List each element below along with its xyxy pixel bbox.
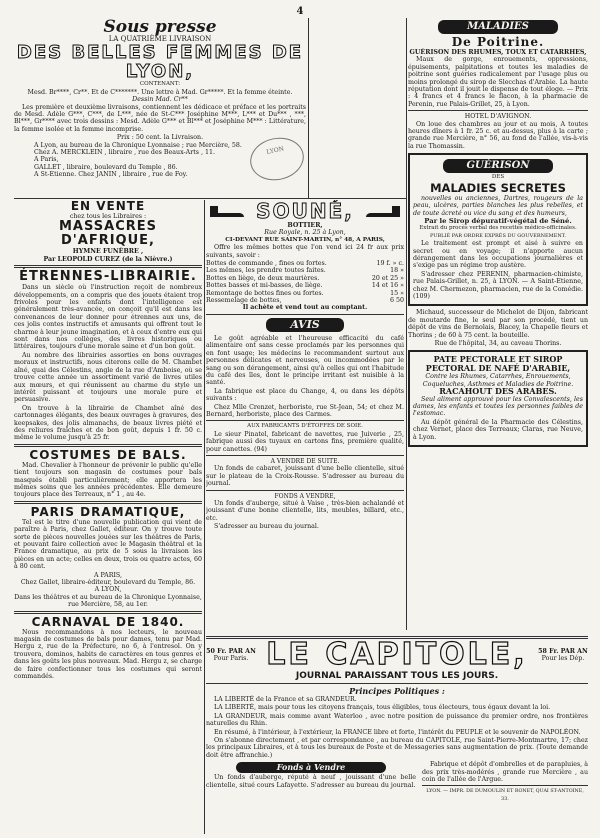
soune-footer: Il achète et vend tout au comptant. bbox=[242, 304, 368, 312]
a-vendre-text: Un fonds de cabaret, jouissant d'une belle clientelle, situé sur le plateau de la Croix-Rousse. S'adresser au bureau du journal. bbox=[206, 465, 404, 488]
price-row bbox=[206, 290, 404, 297]
maladies-text: Maux de gorge, enrouements, oppressions, épuisements, palpitations et toutes les maladies de poitrine sont guéries radicalement par l'usage plus ou moins prolongé du sirop de Slecchas d'Arabie. La haute réputation dont il jouit le dispense de tout éloge. — Prix : 4 francs et 4 francs le flacon, à la pharmacie de Perenin, rue Palais-Grillet, 25, à Lyon. bbox=[408, 56, 588, 108]
fonds-text: Un fonds d'auberge, situé à Vaise , très-bien achalandé et jouissant d'une bonne clientelle, lits, meubles, billard, etc., etc. bbox=[206, 500, 404, 522]
sous-presse-subtitle: LA QUATRIÈME LIVRAISON bbox=[108, 35, 212, 43]
maladies-banner: MALADIES bbox=[438, 20, 558, 34]
avis-p1: Le goût agréable et l'heureuse efficacité du café alimentaire ont sans cesse proclamés par les personnes qui en font usage; les médecins le recommandent surtout aux personnes délicates et nerveuses, ou incommodées par le sang ou son dérangement, ainsi qu'à celles qui ont l'habitude du café des îles, dont le principe irritant est nuisible à la santé. bbox=[206, 334, 404, 387]
prix-line: Prix : 50 cent. la Livraison. bbox=[116, 134, 204, 142]
guerison-banner: GUÉRISON bbox=[443, 159, 553, 173]
fonds-vendre-banner: Fonds à Vendre bbox=[236, 762, 386, 773]
lyon-theatres-line: Dans les théâtres et au bureau de la Chronique Lyonnaise, rue Mercière, 58, au 1er. bbox=[14, 593, 202, 609]
price-label: Ressemelage de bottes, bbox=[206, 297, 282, 305]
capitole-p3: LA GRANDEUR, mais comme avant Waterloo , avec notre position de puissance du premier ordre, nos frontières naturelles du Rhin. bbox=[206, 712, 588, 728]
price-label: Bottes en liège, de deux maurières. bbox=[206, 274, 320, 282]
page-number: 4 bbox=[296, 6, 304, 17]
poitrine-title: De Poitrine. bbox=[451, 35, 545, 49]
avis-p3: Chez Mlle Crenzet, herboriste, rue St-Jean, 54; et chez M. Bernard, herboriste, place des Carmes. bbox=[206, 403, 404, 418]
costumes-title: COSTUMES DE BALS. bbox=[29, 447, 187, 462]
etrennes-p3: On trouve à la librairie de Chambet aîné des cartonnages élégants, des beaux ouvrages à gravures, des keepsakes, des jolis almanachs, de beaux livres piété et des reliures fraîches et de bon goût, depuis 1 fr. 50 c. même le volume jusqu'à 25 fr. bbox=[14, 404, 202, 442]
boot-icon bbox=[364, 204, 404, 218]
en-vente-title: EN VENTE bbox=[70, 200, 146, 213]
capitole-title: LE CAPITOLE, bbox=[266, 637, 528, 672]
pate-text: Seul aliment approuvé pour les Convalescents, les dames, les enfants et toutes les personnes faibles de l'estomac. bbox=[413, 395, 583, 418]
gallet-line: Chez Gallet, libraire-éditeur, boulevard du Temple, 86. bbox=[20, 579, 196, 587]
divider bbox=[206, 490, 404, 491]
sous-presse-title: Sous presse bbox=[103, 18, 217, 37]
paris-label: A Paris, bbox=[34, 156, 59, 164]
capitole-left-sub: Pour Paris. bbox=[213, 655, 249, 662]
principes-title: Principes Politiques : bbox=[349, 686, 445, 696]
divider bbox=[308, 18, 309, 198]
en-vente-sub: chez tous les Libraires : bbox=[69, 213, 147, 220]
pate-box bbox=[408, 350, 588, 447]
middle-column bbox=[206, 200, 404, 632]
a-vendre-title: A VENDRE DE SUITE. bbox=[270, 457, 340, 465]
divider bbox=[14, 611, 202, 614]
boot-icon bbox=[206, 204, 246, 218]
st-etienne-address: A St-Etienne. Chez JANIN , libraire , rue de Foy. bbox=[34, 171, 188, 179]
pate-contre: Contre les Rhumes, Catarrhes, Enrouements, Coqueluches, Asthmes et Maladies de Poitrine. bbox=[422, 373, 574, 388]
left-column bbox=[14, 200, 202, 836]
paris-dramatique-title: PARIS DRAMATIQUE, bbox=[30, 504, 186, 519]
guerison-text2: Le traitement est prompt et aisé à suivre en secret ou en voyage; il n'apporte aucun dérangement dans les occupations journalières et s'exige pas un régime trop austère. bbox=[413, 240, 583, 270]
etrennes-title: ÉTRENNES-LIBRAIRIE. bbox=[19, 269, 197, 285]
pinatel-num: (94) bbox=[254, 445, 267, 453]
capitole-p1: LA LIBERTÉ de la France et sa GRANDEUR. bbox=[214, 696, 357, 703]
carnaval-title: CARNAVAL DE 1840. bbox=[31, 614, 185, 629]
guerison-text3: S'adresser chez PERENIN, pharmacien-chimiste, rue Palais-Grillet, n. 25, à LYON. — A Saint-Etienne, chez M. Chermezon, pharmacien, rue de la Comédie. bbox=[413, 270, 583, 293]
racahout-title: RACAHOUT DES ARABES. bbox=[439, 386, 557, 397]
price-value: 6 50 bbox=[389, 297, 404, 305]
avis-p2: La fabrique est place du Change, 4, ou dans les dépôts suivants : bbox=[206, 387, 404, 403]
fonds-adresser: S'adresser au bureau du journal. bbox=[214, 523, 319, 531]
pate-depot: Au dépôt général de la Pharmacie des Célestins, chez Vernet, place des Terreaux; Claras, rue Neuve, à Lyon. bbox=[413, 418, 583, 441]
price-value: 14 et 16 » bbox=[371, 282, 404, 290]
fonds-title: FONDS A VENDRE, bbox=[274, 492, 336, 500]
capitole-right-price: 58 Fr. PAR AN bbox=[538, 647, 588, 655]
paris-dramatique-text: Tel est le titre d'une nouvelle publication qui vient de paraître à Paris, chez Gallet, éditeur. On y trouve toute sorte de pièces nouvelles jouées sur les théâtres de Paris, et pouvant faire collection avec le Magasin théâtral et la France dramatique, au prix de 5 sous la livraison les pièces en un acte; celles en deux, trois ou quatre actes, 60 à 80 cent. bbox=[14, 518, 202, 571]
price-row bbox=[206, 282, 404, 289]
price-row bbox=[206, 267, 404, 274]
contenant-line: Mesd. Br****, Cr**. Et de C*******. Une lettre à Mad. Gr*****. Et la femme éteinte. bbox=[27, 88, 293, 96]
contenant-label: CONTENANT: bbox=[139, 81, 181, 88]
price-value: 18 » bbox=[390, 267, 404, 275]
michaud-rue: Rue de l'hôpital, 34, au caveau Thorins. bbox=[434, 340, 562, 347]
a-lyon-label: A LYON, bbox=[94, 586, 122, 594]
capitole-right-sub: Pour les Dép. bbox=[541, 655, 585, 662]
hotel-title: HOTEL D'AVIGNON. bbox=[464, 113, 532, 121]
imprimerie-line: LYON. — IMPR. DE DUMOULIN ET RONET, QUAI ST-ANTOINE, 33. bbox=[426, 789, 584, 802]
avis-banner: AVIS bbox=[266, 318, 344, 332]
price-value: 20 et 25 » bbox=[371, 274, 404, 282]
capitole-p2: LA LIBERTÉ, mais pour tous les citoyens français, tous éligibles, tous électeurs, tous égaux devant la loi. bbox=[214, 704, 551, 712]
carnaval-text: Nous recommandons à nos lecteurs, le nouveau magasin de costumes de bals pour dames, tenu par Mad. Hergu z, rue de la Préfecture, no 6, à l'entresol. On y trouvera, dominos, habits de caractères en tous genres et dans les goûts les plus nouveaux. Mad. Hergu z, se charge de faire confectionner tous les costumes qui seront commandés. bbox=[14, 628, 202, 681]
curez-author: Par LEOPOLD CUREZ (de la Nièvre.) bbox=[43, 255, 173, 263]
divider bbox=[204, 200, 205, 834]
divider bbox=[422, 785, 588, 786]
lyon-address: A Lyon, au bureau de la Chronique Lyonnaise ; rue Mercière, 58. bbox=[34, 141, 242, 149]
etrennes-p1: Dans un siècle où l'instruction reçoit de nombreux développements, on a compris que des jouets étaient trop frivoles pour les enfants dont l'intelligence est généralement très-avancée, on conçoit qu'il est dans les convenances de leur donner pour étrennes aux uns, de ces jolis contes instructifs et amusants qui offrent tout le charme à leur jeune imagination, et à ceux d'entre eux qui sont dans nos collèges, des livres historiques ou littéraires, toujours d'une morale saine et d'un bon goût. bbox=[14, 284, 202, 351]
right-column bbox=[408, 18, 588, 630]
guerison-text1: nouvelles ou anciennes, Dartres, rougeurs de la peau, ulcères, parties blanches les plus rebelles, et de toute âcreté ou vice du sang et des humeurs, bbox=[413, 194, 583, 217]
extrait-line: Extrait du procès verbal des recettes médico-officinales. bbox=[419, 225, 577, 232]
bottier-label: BOTTIER, bbox=[287, 222, 323, 229]
paris-address-1: Chez A. MERCKLEIN , libraire , rue des Beaux-Arts , 11. bbox=[34, 149, 215, 157]
capitole-left-price: 50 Fr. PAR AN bbox=[206, 647, 256, 655]
michaud-text: Michaud, successeur de Michelot de Dijon, fabricant de moutarde fine, le seul par son procédé, tient un dépôt de vins de Bernolais, Blacey, la Chapelle fleurs et Thorins ; de 60 à 75 cent. la bouteille. bbox=[408, 309, 588, 339]
massacres-title: MASSACRES D'AFRIQUE, bbox=[59, 219, 157, 249]
price-label: Bottes de commande , fines ou fortes. bbox=[206, 260, 327, 268]
divider bbox=[14, 198, 406, 199]
fabricants-title: AUX FABRICANTS D'ÉTOFFES DE SOIE. bbox=[247, 423, 363, 430]
hymne-title: HYMNE FUNÈBRE , bbox=[72, 248, 144, 256]
price-value: 15 » bbox=[390, 289, 404, 297]
divider bbox=[206, 683, 588, 684]
capitole-p5: On s'abonne directement , et par correspondance , au bureau du CAPITOLE, rue Saint-Pierre-Montmartre, 17; chez les principaux Libraires, et à tous les bureaux de Poste et de Messageries sans augmentation de prix. (Toute demande doit être affranchie.) bbox=[206, 737, 588, 759]
price-list bbox=[206, 260, 404, 304]
postal-stamp: LYON bbox=[246, 133, 308, 185]
pinatel-text: Le sieur Pinatel, fabricant de navettes, rue Juiverie , 25, fabrique aussi des tuyaux en cartons fins, première qualité, pour canettes. bbox=[206, 430, 404, 453]
price-label: Bottes basses et mi-basses, de liège. bbox=[206, 282, 323, 290]
divider bbox=[206, 314, 404, 315]
price-row bbox=[206, 297, 404, 304]
etrennes-p2: Au nombre des librairies assorties en bons ouvrages moraux et instructifs, nous citerons celle de M. Chambet aîné, quai des Célestins, angle de la rue d'Amboise, où se trouve cette année un assortiment varié de livres utiles aux mœurs, et qui réunissent au charme du style un intérêt puissant et toujours une morale pure et persuasive. bbox=[14, 351, 202, 404]
guerison-rhumes: GUÉRISON DES RHUMES, TOUX ET CATARRHES, bbox=[409, 49, 587, 56]
fabrique-text: Fabrique et dépôt d'ombrelles et de parapluies, à des prix très-modérés , grande rue Mercière , au coin de l'allée de l'Argue. bbox=[422, 761, 588, 784]
price-row bbox=[206, 260, 404, 267]
divider bbox=[206, 420, 404, 421]
soune-title: SOUNÉ, bbox=[256, 200, 354, 223]
guerison-des: DES bbox=[491, 174, 505, 181]
soune-address: Rue Royale, n. 25 à Lyon, bbox=[264, 229, 346, 237]
hotel-text: On loue des chambres au jour et au mois, A toutes heures dîners à 1 fr. 25 c. et au-dessus, plus à la carte ; grande rue Mercière, n° 56, au fond de l'allée, vis-à-vis la rue Thomassin. bbox=[408, 120, 588, 150]
divider bbox=[14, 501, 202, 504]
divider bbox=[14, 265, 202, 268]
paris-address-2: GALLET , libraire, boulevard du Temple , 86. bbox=[34, 163, 178, 171]
costumes-text: Mad. Chevalier à l'honneur de prévenir le public qu'elle tient toujours son magasin de costumes pour bals masqués établi particulièrement; elle apportera les mêmes soins que les années précédentes. Elle demeure toujours place des Terreaux, n° 1 , au 4e. bbox=[14, 461, 202, 499]
dessin-line: Dessin Mad. Cr** bbox=[132, 96, 188, 104]
livraisons-text: Les première et deuxième livraisons, contiennent les dédicace et préface et les portraits de Mesd. Adèle G***, C***, de L***, née de St-C*** Joséphine M***, L*** et Du*** , ***, Bl***, Gr**** avec trois dessins : Mesd. Adèle G*** et Bl*** et Joséphine M*** : Littérature, la femme isolée et la femme incomprise. bbox=[14, 103, 306, 133]
divider bbox=[408, 110, 588, 111]
public-line: PUBLIÉ PAR ORDRE EXPRÈS DU GOUVERNEMENT. bbox=[430, 232, 566, 239]
price-label: Remontage de bottes fines ou fortes. bbox=[206, 289, 324, 297]
capitole-subtitle: JOURNAL PARAISSANT TOUS LES JOURS. bbox=[295, 671, 499, 681]
capitole-section bbox=[206, 636, 588, 832]
price-label: Les mêmes, les prendre toutes faites. bbox=[206, 267, 326, 275]
divider bbox=[406, 18, 407, 630]
belles-femmes-title: DES BELLES FEMMES DE LYON, bbox=[16, 42, 304, 83]
guerison-num: (109) bbox=[413, 292, 430, 300]
pate-title: PATE PECTORALE ET SIROP PECTORAL DE NAFÉ D'ARABIE, bbox=[425, 354, 571, 374]
guerison-box bbox=[408, 153, 588, 306]
price-row bbox=[206, 275, 404, 282]
capitole-p4: En résumé, à l'intérieur, à l'extérieur, la FRANCE libre et forte, l'intérêt du PEUPLE et le souvenir de NAPOLÉON. bbox=[214, 728, 581, 736]
sirop-line: Par le Sirop dépuratif-végétal de Séné. bbox=[424, 216, 572, 225]
divider bbox=[14, 444, 202, 447]
divider bbox=[206, 455, 404, 456]
fonds-vendre-text: Un fonds d'auberge, réputé à neuf , jouissant d'une belle clientelle, situé cours Lafayette. S'adresser au bureau du journal. bbox=[206, 774, 416, 789]
price-value: 19 f. » c. bbox=[376, 260, 404, 268]
soune-offre: Offre les mêmes bottes que l'on vend ici 24 fr aux prix suivants, savoir : bbox=[206, 244, 404, 259]
ci-devant-line: CI-DEVANT RUE SAINT-MARTIN, n° 48, A PARIS, bbox=[225, 236, 385, 243]
a-paris-label: A PARIS, bbox=[93, 571, 123, 579]
maladies-secretes-title: MALADIES SECRETES bbox=[430, 180, 566, 195]
